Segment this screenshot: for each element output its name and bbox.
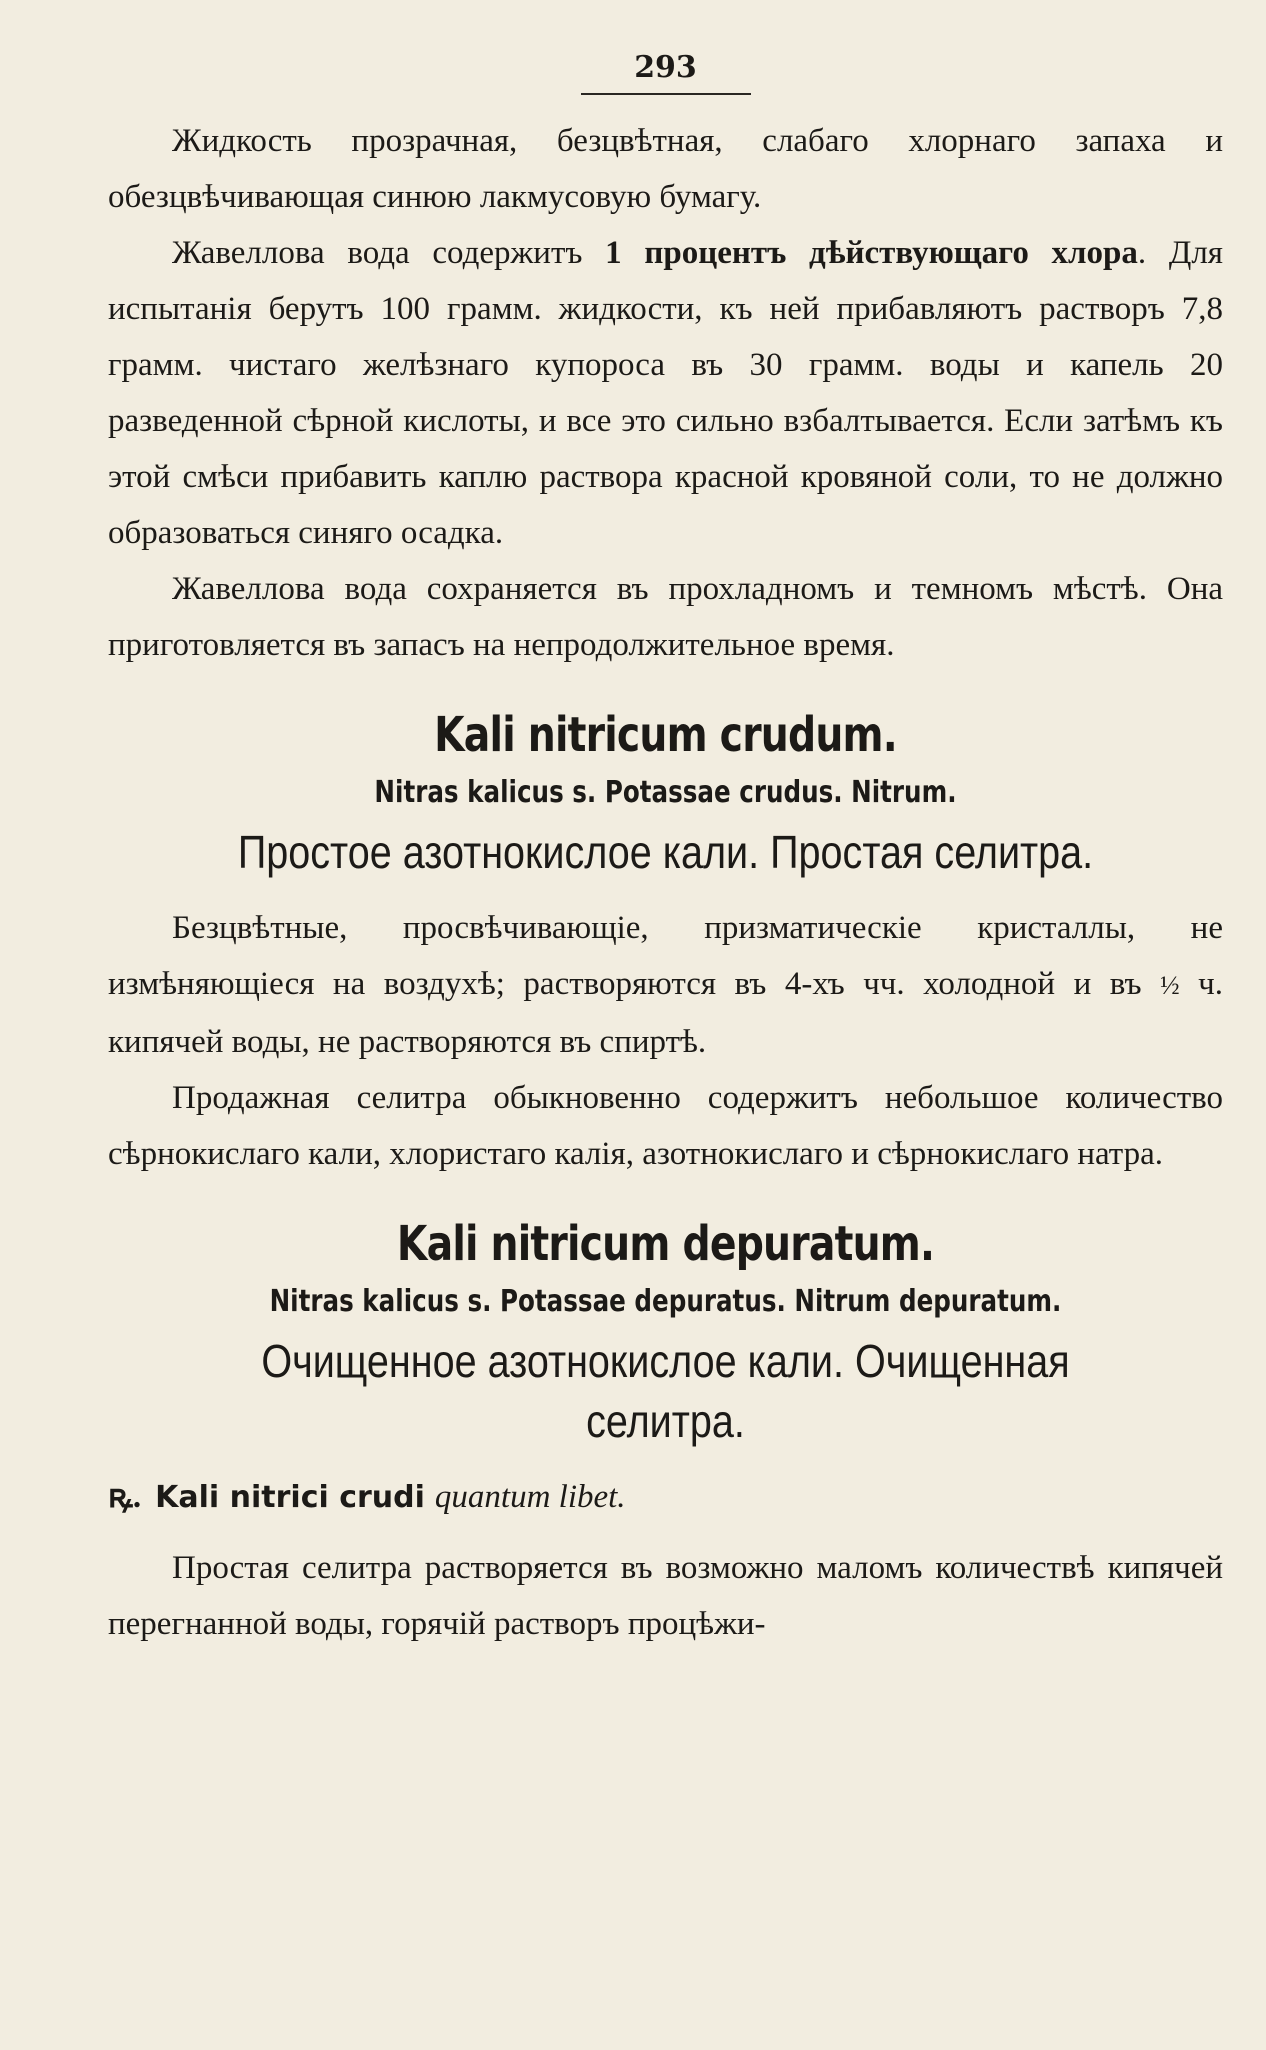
page-number: 293 [634, 50, 697, 85]
recipe-line [108, 1469, 1223, 1526]
section-title-latin: Kali nitricum crudum. [434, 707, 897, 763]
book-page [108, 50, 1223, 1652]
paragraph: Жавеллова вода сохраняется въ прохладномъ и темномъ мѣстѣ. Она приготовляется въ запасъ на непродолжительное время. [108, 571, 1223, 663]
text-run: Жавеллова вода содержитъ [172, 235, 606, 271]
section-title-latin: Kali nitricum depuratum. [396, 1216, 935, 1272]
paragraph [108, 225, 1223, 561]
bold-text: 1 процентъ дѣйствующаго хлора [605, 235, 1138, 271]
section-synonyms: Nitras kalicus s. Potassae depuratus. Nitrum depuratum. [269, 1284, 1062, 1319]
text-run: . Для испытанія берутъ 100 грамм. жидкости, къ ней прибавляютъ растворъ 7,8 грамм. чистаго желѣзнаго купороса въ 30 грамм. воды и капель 20 разведенной сѣрной кислоты, и все это сильно взбалтывается. Если затѣмъ къ этой смѣси прибавить каплю раствора красной кровяной соли, то не должно образоваться синяго осадка. [108, 235, 1223, 551]
section-title-russian: Очищенное азотнокислое кали. Очищенная селитра. [261, 1335, 1070, 1447]
section-title-russian: Простое азотнокислое кали. Простая селитра. [237, 826, 1094, 878]
fraction: ½ [1160, 971, 1180, 1000]
page-number-rule [581, 93, 751, 95]
recipe-symbol: ꝶ. [108, 1479, 142, 1515]
recipe-drug: Kali nitrici crudi [155, 1480, 425, 1515]
text-run: ч. кипячей воды, не растворяются въ спиртѣ. [108, 966, 1223, 1060]
paragraph: Простая селитра растворяется въ возможно маломъ количествѣ кипячей перегнанной воды, горячій растворъ процѣжи- [108, 1550, 1223, 1642]
text-run: Безцвѣтные, просвѣчивающіе, призматическіе кристаллы, не измѣняющіеся на воздухѣ; растворяются въ 4-хъ чч. холодной и въ [108, 910, 1223, 1002]
paragraph [108, 900, 1223, 1070]
recipe-quantity: quantum libet. [434, 1479, 626, 1515]
paragraph: Жидкость прозрачная, безцвѣтная, слабаго хлорнаго запаха и обезцвѣчивающая синюю лакмусовую бумагу. [108, 123, 1223, 215]
section-synonyms: Nitras kalicus s. Potassae crudus. Nitrum. [374, 775, 957, 810]
paragraph: Продажная селитра обыкновенно содержитъ небольшое количество сѣрнокислаго кали, хлористаго калія, азотнокислаго и сѣрнокислаго натра. [108, 1080, 1223, 1172]
